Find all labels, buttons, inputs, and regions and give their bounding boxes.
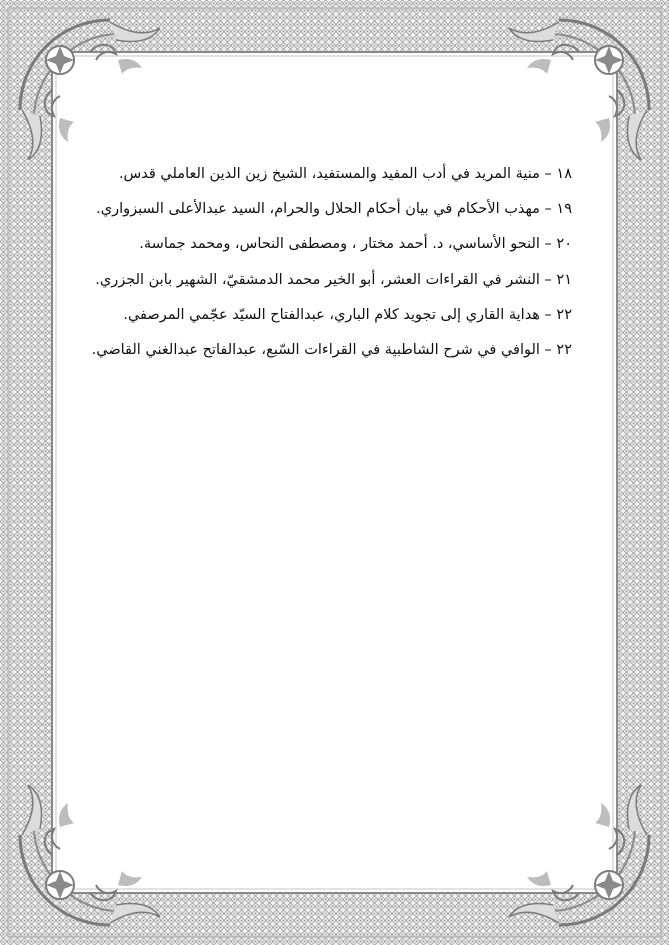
reference-item-22b: ٢٢ – الوافي في شرح الشاطبية في القراءات السّبع، عبدالفاتح عبدالغني القاضي. bbox=[91, 341, 572, 358]
reference-item-20: ٢٠ – النحو الأساسي، د. أحمد مختار ، ومصطفى النحاس، ومحمد جماسة. bbox=[139, 236, 572, 253]
reference-item-18: ١٨ – منية المريد في أدب المفيد والمستفيد، الشيخ زين الدين العاملي قدس. bbox=[118, 166, 572, 182]
reference-item-22a: ٢٢ – هداية القاري إلى تجويد كلام الباري، عبدالفتاح السيّد عجّمي المرصفي. bbox=[123, 306, 572, 323]
reference-item-21: ٢١ – النشر في القراءات العشر، أبو الخير محمد الدمشقيّ، الشهير بابن الجزري. bbox=[95, 271, 572, 288]
reference-item-19: ١٩ – مهذب الأحكام في بيان أحكام الحلال والحرام، السيد عبدالأعلى السبزواري. bbox=[96, 201, 572, 218]
references-list bbox=[91, 165, 572, 376]
